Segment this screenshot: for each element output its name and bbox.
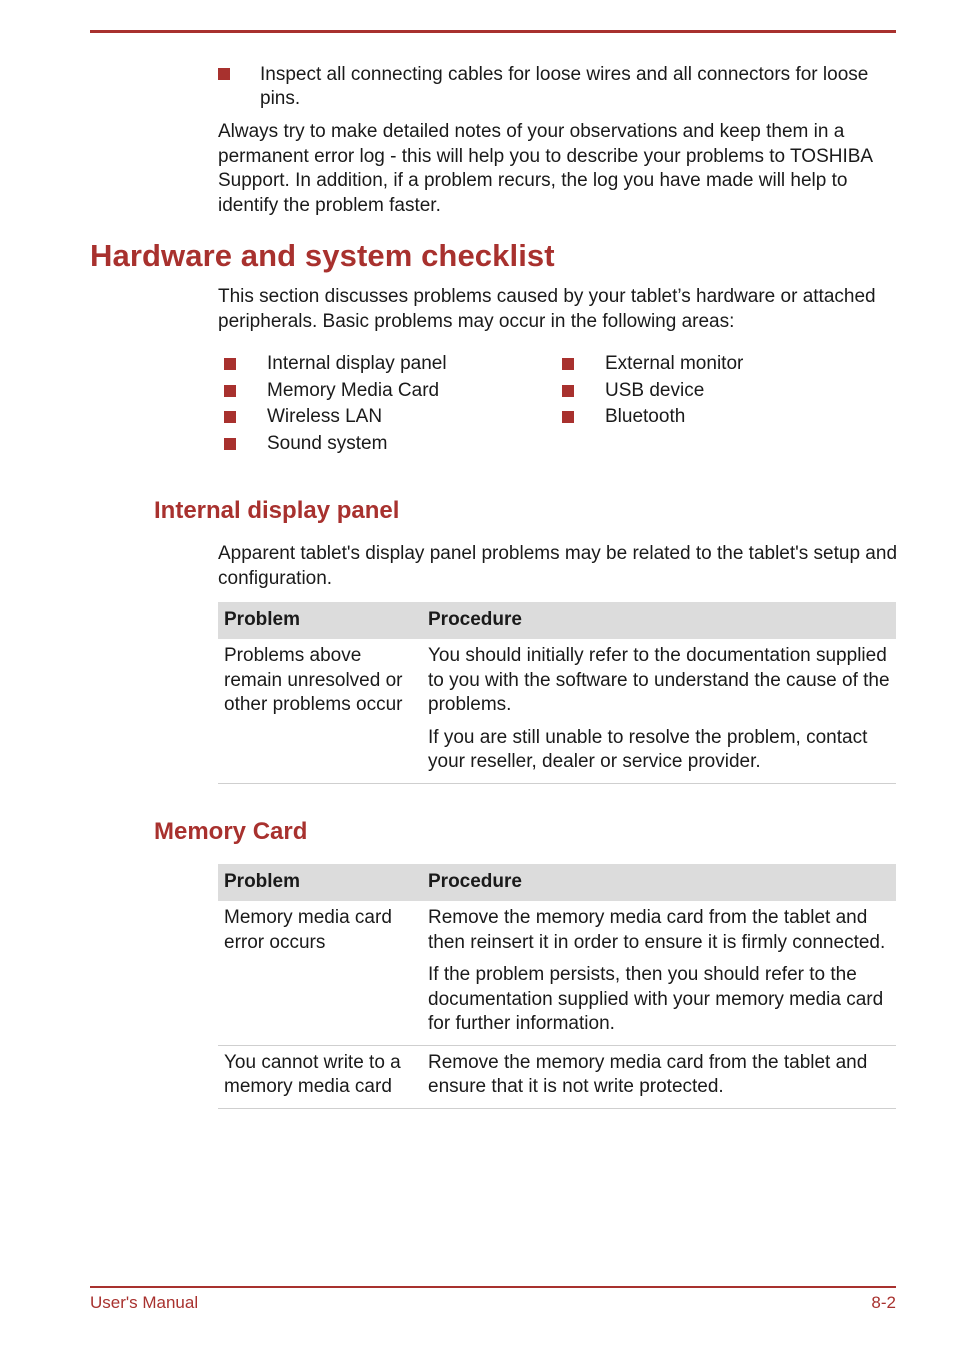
column-header-problem: Problem (218, 602, 422, 639)
bullet-square-icon (562, 411, 574, 423)
bullet-square-icon (224, 438, 236, 450)
footer-rule (90, 1286, 896, 1288)
bullet-item (218, 63, 878, 111)
areas-column-left (224, 351, 562, 457)
bullet-square-icon (224, 411, 236, 423)
bullet-square-icon (224, 385, 236, 397)
footer-manual-title: User's Manual (90, 1293, 199, 1312)
area-label: Internal display panel (267, 353, 447, 375)
column-header-problem: Problem (218, 864, 422, 901)
table-row (218, 901, 896, 1045)
problem-cell: Memory media card error occurs (218, 901, 422, 1045)
column-header-procedure: Procedure (422, 602, 896, 639)
section-intro: This section discusses problems caused by your tablet’s hardware or attached peripherals. Basic problems may occur in the following areas: (218, 286, 876, 332)
table-header-row (218, 602, 896, 639)
list-item (224, 404, 562, 431)
procedure-step: If the problem persists, then you should refer to the documentation supplied with your memory media card for further information. (428, 964, 884, 1034)
bullet-square-icon (224, 358, 236, 370)
procedure-step: Remove the memory media card from the tablet and ensure that it is not write protected. (428, 1051, 868, 1097)
list-item (224, 378, 562, 405)
bullet-text: Inspect all connecting cables for loose wires and all connectors for loose pins. (260, 64, 869, 109)
table-row (218, 1045, 896, 1108)
area-label: External monitor (605, 353, 744, 375)
memory-card-heading: Memory Card (154, 818, 308, 845)
bullet-square-icon (562, 385, 574, 397)
procedure-cell (422, 901, 896, 1045)
intro-paragraph: Always try to make detailed notes of your observations and keep them in a permanent error log - this will help you to describe your problems to TOSHIBA Support. In addition, if a problem recurs, the log you have made will help to identify the problem faster. (218, 121, 873, 216)
area-label: USB device (605, 379, 705, 401)
header-rule (90, 30, 896, 33)
list-item (562, 351, 743, 378)
areas-column-right (562, 351, 743, 457)
display-panel-heading: Internal display panel (154, 497, 400, 524)
area-label: Bluetooth (605, 406, 686, 428)
memory-card-table (218, 864, 896, 1109)
list-item (224, 351, 562, 378)
procedure-step: You should initially refer to the documentation supplied to you with the software to understand the cause of the problems. (428, 645, 890, 715)
table-header-row (218, 864, 896, 901)
procedure-step: Remove the memory media card from the tablet and then reinsert it in order to ensure it is firmly connected. (428, 907, 886, 953)
footer-page-number: 8-2 (871, 1293, 896, 1312)
area-label: Memory Media Card (267, 379, 440, 401)
list-item (562, 378, 743, 405)
bullet-square-icon (218, 68, 230, 80)
procedure-cell (422, 639, 896, 783)
area-label: Wireless LAN (267, 406, 383, 428)
problem-cell: You cannot write to a memory media card (218, 1045, 422, 1108)
procedure-step: If you are still unable to resolve the problem, contact your reseller, dealer or service provider. (428, 726, 868, 772)
table-row (218, 639, 896, 783)
problem-cell: Problems above remain unresolved or other problems occur (218, 639, 422, 783)
display-panel-table (218, 602, 896, 784)
area-label: Sound system (267, 432, 388, 454)
column-header-procedure: Procedure (422, 864, 896, 901)
procedure-cell (422, 1045, 896, 1108)
list-item (562, 404, 743, 431)
list-item (224, 431, 562, 458)
bullet-square-icon (562, 358, 574, 370)
display-panel-intro: Apparent tablet's display panel problems may be related to the tablet's setup and configuration. (218, 543, 898, 589)
problem-areas-list (224, 351, 743, 457)
section-title: Hardware and system checklist (90, 238, 555, 273)
